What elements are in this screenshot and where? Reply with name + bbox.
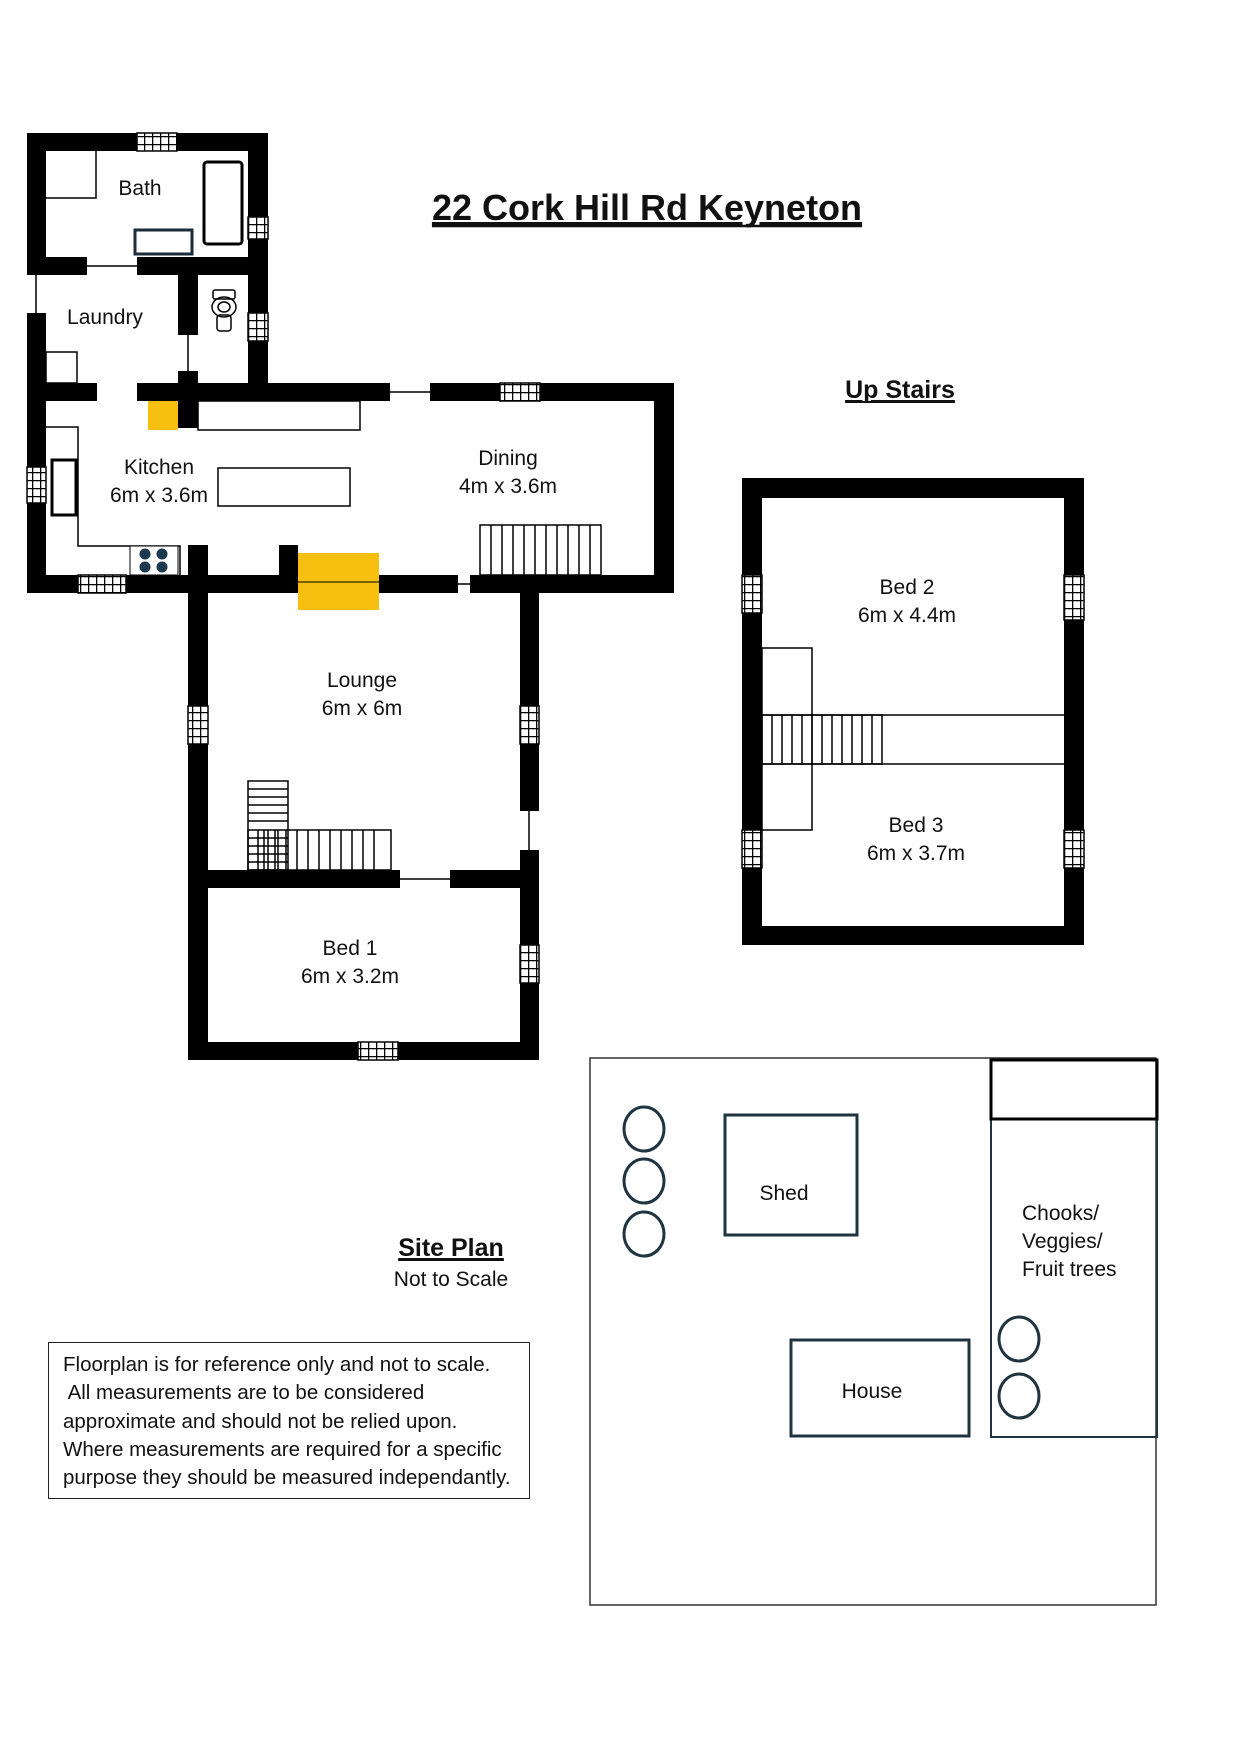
room-label-bed2: Bed 2: [879, 576, 935, 599]
wall: [27, 133, 46, 275]
fireplace: [148, 401, 178, 430]
room-size-bed2: 6m x 4.4m: [857, 604, 957, 627]
wall: [470, 575, 674, 593]
tree-icon: [999, 1317, 1039, 1361]
bathtub: [204, 162, 242, 244]
window: [248, 217, 268, 239]
wall: [27, 257, 87, 275]
upstairs-heading: Up Stairs: [845, 376, 955, 404]
fridge: [52, 460, 76, 515]
room-label-kitchen: Kitchen: [123, 456, 195, 479]
wall: [137, 257, 248, 275]
window: [1064, 830, 1084, 868]
window: [27, 467, 46, 503]
room-label-bed3: Bed 3: [888, 814, 944, 837]
room-label-lounge: Lounge: [326, 669, 398, 692]
window: [520, 945, 539, 983]
site-label-chooks-1: Chooks/: [1022, 1202, 1100, 1225]
disclaimer-line: All measurements are to be considered: [63, 1381, 425, 1405]
bench: [198, 401, 360, 430]
tree-icon: [624, 1107, 664, 1151]
laundry-tub: [46, 352, 77, 383]
wall: [742, 478, 1084, 498]
room-label-bath: Bath: [118, 177, 162, 200]
kitchen-island: [218, 468, 350, 506]
shower: [46, 151, 96, 198]
window: [742, 830, 762, 868]
disclaimer-line: Where measurements are required for a specific: [63, 1437, 502, 1461]
upstairs-floor: [742, 478, 1084, 945]
room-size-dining: 4m x 3.6m: [458, 475, 558, 498]
tree-icon: [624, 1212, 664, 1256]
disclaimer-line: approximate and should not be relied upon.: [63, 1409, 458, 1433]
window: [358, 1042, 398, 1060]
site-label-house: House: [841, 1380, 903, 1403]
window: [500, 383, 540, 401]
tree-icon: [999, 1374, 1039, 1418]
disclaimer-line: Floorplan is for reference only and not to scale.: [63, 1353, 491, 1376]
wall: [178, 275, 198, 335]
site-label-chooks-3: Fruit trees: [1022, 1258, 1117, 1281]
wall: [520, 593, 539, 811]
window: [1064, 575, 1084, 620]
wall: [279, 545, 298, 575]
site-label-shed: Shed: [759, 1182, 809, 1205]
wall: [27, 313, 46, 383]
window: [520, 706, 539, 744]
disclaimer-box: [48, 1342, 530, 1499]
window: [78, 575, 126, 593]
disclaimer-line: purpose they should be measured independantly.: [63, 1466, 511, 1490]
room-label-laundry: Laundry: [67, 306, 143, 329]
room-size-bed1: 6m x 3.2m: [300, 965, 400, 988]
staircase: [248, 781, 391, 870]
vanity: [135, 230, 192, 254]
ground-floor: [27, 133, 674, 1060]
window: [188, 706, 208, 744]
wall: [188, 870, 400, 888]
window: [248, 313, 268, 341]
stair-void: [762, 648, 812, 830]
room-label-dining: Dining: [478, 447, 538, 470]
plan-title: 22 Cork Hill Rd Keyneton: [431, 187, 863, 228]
wall: [742, 926, 1084, 945]
room-size-kitchen: 6m x 3.6m: [109, 484, 209, 507]
room-size-lounge: 6m x 6m: [321, 697, 403, 720]
wall: [450, 870, 539, 888]
shed: [725, 1115, 857, 1235]
wall: [248, 133, 268, 383]
wall: [742, 478, 762, 945]
site-plan-heading: Site Plan: [398, 1234, 504, 1262]
cooktop-icon: [130, 546, 178, 575]
window: [137, 133, 177, 151]
wall: [137, 383, 390, 401]
site-label-chooks-2: Veggies/: [1022, 1230, 1103, 1253]
site-boundary: [590, 1058, 1156, 1605]
wall: [654, 383, 674, 593]
staircase: [762, 715, 882, 764]
toilet-icon: [212, 290, 236, 331]
room-size-bed3: 6m x 3.7m: [866, 842, 966, 865]
wall: [188, 545, 208, 1060]
wall: [1064, 478, 1084, 945]
room-label-bed1: Bed 1: [322, 937, 378, 960]
window: [742, 575, 762, 613]
site-plan: [590, 1058, 1157, 1605]
wall: [430, 383, 674, 401]
not-to-scale-label: Not to Scale: [393, 1268, 509, 1291]
tree-icon: [624, 1159, 664, 1203]
chooks-shed: [991, 1060, 1157, 1119]
staircase: [480, 525, 601, 575]
